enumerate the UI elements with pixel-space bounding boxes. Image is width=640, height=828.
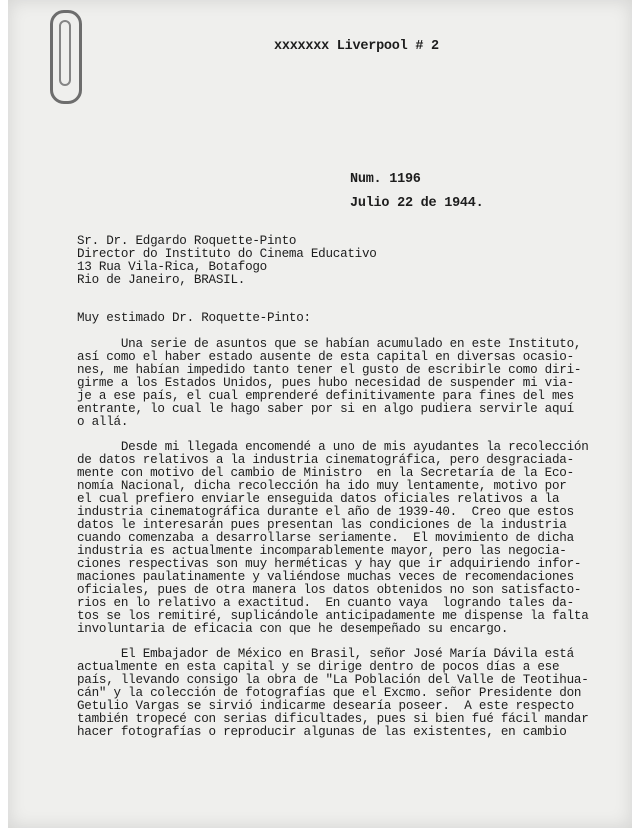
- text-line: nomía Nacional, dicha recolección ha ido muy lentamente, motivo por: [77, 479, 567, 493]
- text-line: industria es actualmente incomparablemente mayor, pero las negocia-: [77, 544, 567, 558]
- text-line: entrante, lo cual le hago saber por si en algo pudiera servirle aquí: [77, 402, 574, 416]
- address-line: Sr. Dr. Edgardo Roquette-Pinto: [77, 234, 297, 248]
- salutation: Muy estimado Dr. Roquette-Pinto:: [77, 311, 311, 325]
- text-line: industria cinematográfica durante el año de 1939-40. Creo que estos: [77, 505, 574, 519]
- text-line: país, llevando consigo la obra de "La Población del Valle de Teotihua-: [77, 673, 589, 687]
- text-line: El Embajador de México en Brasil, señor José María Dávila está: [77, 647, 574, 661]
- text-line: el cual prefiero enviarle enseguida datos oficiales relativos a la: [77, 492, 560, 506]
- text-line: ciones respectivas son muy herméticas y hay que ir adquiriendo infor-: [77, 557, 582, 571]
- text-line: hacer fotografías o reproducir algunas de las existentes, en cambio: [77, 725, 567, 739]
- text-line: así como el haber estado ausente de esta capital en diversas ocasio-: [77, 350, 574, 364]
- text-line: Getulio Vargas se sirvió indicarme desearía poseer. A este respecto: [77, 699, 574, 713]
- text-line: oficiales, pues de otra manera los datos obtenidos no son satisfacto-: [77, 583, 582, 597]
- address-line: Rio de Janeiro, BRASIL.: [77, 273, 246, 287]
- paper-clip-inner: [59, 20, 71, 86]
- text-line: girme a los Estados Unidos, pues hubo necesidad de suspender mi via-: [77, 376, 574, 390]
- text-line: tos se los remitiré, suplicándole anticipadamente me dispense la falta: [77, 609, 589, 623]
- text-line: cuando comenzaba a desarrollarse seriamente. El movimiento de dicha: [77, 531, 574, 545]
- text-line: Una serie de asuntos que se habían acumulado en este Instituto,: [77, 337, 582, 351]
- text-line: de datos relativos a la industria cinematográfica, pero desgraciada-: [77, 453, 574, 467]
- text-line: mente con motivo del cambio de Ministro en la Secretaría de la Eco-: [77, 466, 574, 480]
- text-line: rios en lo relativo a exactitud. En cuanto vaya logrando tales da-: [77, 596, 574, 610]
- letter-number: Num. 1196: [350, 172, 421, 187]
- file-header: xxxxxxx Liverpool # 2: [274, 39, 439, 54]
- text-line: involuntaria de eficacia con que he desempeñado su encargo.: [77, 622, 509, 636]
- text-line: actualmente en esta capital y se dirige dentro de pocos días a ese: [77, 660, 560, 674]
- letter-date: Julio 22 de 1944.: [350, 196, 484, 211]
- text-line: nes, me habían impedido tanto tener el gusto de escribirle como diri-: [77, 363, 582, 377]
- text-line: cán" y la colección de fotografías que el Excmo. señor Presidente don: [77, 686, 582, 700]
- text-line: o allá.: [77, 415, 129, 429]
- text-line: Desde mi llegada encomendé a uno de mis ayudantes la recolección: [77, 440, 589, 454]
- text-line: maciones paulatinamente y valiéndose muchas veces de recomendaciones: [77, 570, 574, 584]
- text-line: je a ese país, el cual emprenderé definitivamente para fines del mes: [77, 389, 574, 403]
- text-line: también tropecé con serias dificultades, pues si bien fué fácil mandar: [77, 712, 589, 726]
- address-line: 13 Rua Vila-Rica, Botafogo: [77, 260, 267, 274]
- text-line: datos le interesarán pues presentan las condiciones de la industria: [77, 518, 567, 532]
- address-line: Director do Instituto do Cinema Educativo: [77, 247, 377, 261]
